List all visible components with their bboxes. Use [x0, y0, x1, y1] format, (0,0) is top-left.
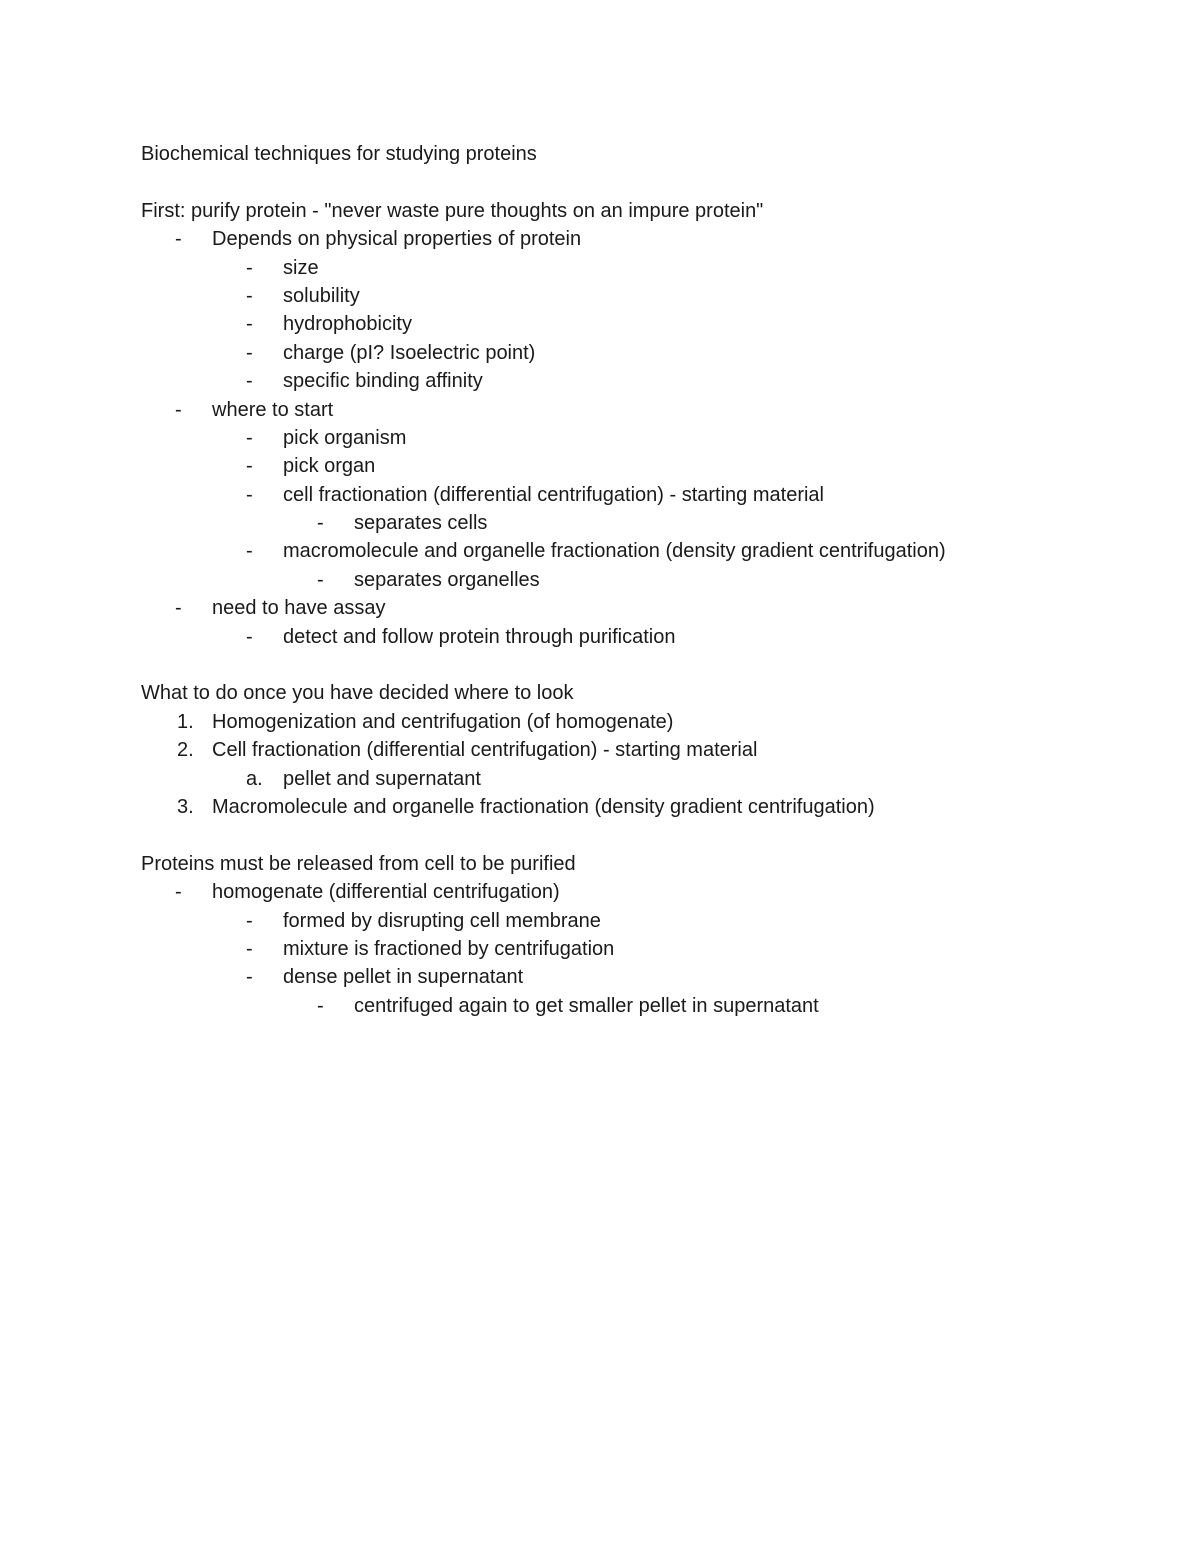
- bullet-marker: -: [317, 568, 324, 591]
- title-text: Biochemical techniques for studying proteins: [141, 143, 537, 165]
- section-heading-purify: [141, 197, 1091, 225]
- list-item: [141, 424, 1091, 452]
- list-item-text: pick organism: [283, 426, 407, 449]
- section-heading-text: First: purify protein - "never waste pure thoughts on an impure protein": [141, 199, 764, 222]
- list-item-text: need to have assay: [212, 597, 386, 620]
- list-item-text: detect and follow protein through purification: [283, 625, 676, 648]
- list-item-text: specific binding affinity: [283, 370, 483, 393]
- bullet-marker: -: [246, 256, 253, 279]
- list-item-text: pellet and supernatant: [283, 767, 481, 790]
- spacer: [141, 821, 1091, 849]
- numbered-item: [141, 708, 1091, 736]
- list-item-text: size: [283, 256, 319, 279]
- lettered-item: [141, 765, 1091, 793]
- list-item-text: separates organelles: [354, 568, 540, 591]
- bullet-marker: -: [175, 597, 182, 620]
- number-marker: 3.: [177, 795, 194, 818]
- bullet-marker: -: [175, 228, 182, 251]
- list-item-text: hydrophobicity: [283, 313, 412, 336]
- numbered-item: [141, 793, 1091, 821]
- bullet-marker: -: [246, 625, 253, 648]
- section-heading-text: Proteins must be released from cell to be purified: [141, 852, 576, 875]
- list-item: [141, 225, 1091, 253]
- list-item-text: Macromolecule and organelle fractionation (density gradient centrifugation): [212, 795, 875, 818]
- numbered-item: [141, 736, 1091, 764]
- letter-marker: a.: [246, 767, 263, 790]
- list-item-text: pick organ: [283, 455, 376, 478]
- bullet-marker: -: [246, 483, 253, 506]
- list-item: [141, 623, 1091, 651]
- document-title: [141, 140, 1091, 168]
- list-item: [141, 367, 1091, 395]
- number-marker: 1.: [177, 710, 194, 733]
- bullet-marker: -: [175, 398, 182, 421]
- bullet-marker: -: [246, 313, 253, 336]
- list-item-text: Depends on physical properties of protein: [212, 228, 582, 251]
- bullet-marker: -: [246, 426, 253, 449]
- list-item: [141, 339, 1091, 367]
- list-item-text: solubility: [283, 284, 360, 307]
- list-item-text: cell fractionation (differential centrifugation) - starting material: [283, 483, 824, 506]
- list-item: [141, 310, 1091, 338]
- bullet-marker: -: [317, 994, 324, 1017]
- section-heading-text: What to do once you have decided where to look: [141, 682, 574, 705]
- list-item-text: formed by disrupting cell membrane: [283, 909, 601, 932]
- list-item: [141, 566, 1091, 594]
- list-item: [141, 254, 1091, 282]
- list-item-text: charge (pI? Isoelectric point): [283, 341, 536, 364]
- list-item: [141, 594, 1091, 622]
- bullet-marker: -: [246, 370, 253, 393]
- bullet-marker: -: [246, 455, 253, 478]
- bullet-marker: -: [246, 341, 253, 364]
- list-item: [141, 935, 1091, 963]
- section-heading-steps: [141, 679, 1091, 707]
- bullet-marker: -: [246, 937, 253, 960]
- list-item: [141, 282, 1091, 310]
- list-item-text: mixture is fractioned by centrifugation: [283, 937, 615, 960]
- bullet-marker: -: [246, 966, 253, 989]
- list-item: [141, 963, 1091, 991]
- bullet-marker: -: [246, 284, 253, 307]
- list-item-text: macromolecule and organelle fractionation (density gradient centrifugation): [283, 540, 946, 563]
- bullet-marker: -: [246, 909, 253, 932]
- list-item: [141, 907, 1091, 935]
- list-item-text: Cell fractionation (differential centrifugation) - starting material: [212, 739, 758, 762]
- list-item: [141, 509, 1091, 537]
- list-item: [141, 396, 1091, 424]
- list-item: [141, 537, 1091, 565]
- bullet-marker: -: [175, 881, 182, 904]
- list-item-text: centrifuged again to get smaller pellet in supernatant: [354, 994, 819, 1017]
- list-item: [141, 452, 1091, 480]
- bullet-marker: -: [246, 540, 253, 563]
- number-marker: 2.: [177, 739, 194, 762]
- list-item-text: Homogenization and centrifugation (of homogenate): [212, 710, 674, 733]
- list-item: [141, 878, 1091, 906]
- list-item-text: dense pellet in supernatant: [283, 966, 524, 989]
- list-item: [141, 481, 1091, 509]
- list-item-text: separates cells: [354, 512, 488, 535]
- spacer: [141, 168, 1091, 196]
- bullet-marker: -: [317, 512, 324, 535]
- list-item-text: homogenate (differential centrifugation): [212, 881, 560, 904]
- list-item: [141, 992, 1091, 1020]
- spacer: [141, 651, 1091, 679]
- list-item-text: where to start: [212, 398, 334, 421]
- document-body: [141, 140, 1091, 1020]
- section-heading-release: [141, 850, 1091, 878]
